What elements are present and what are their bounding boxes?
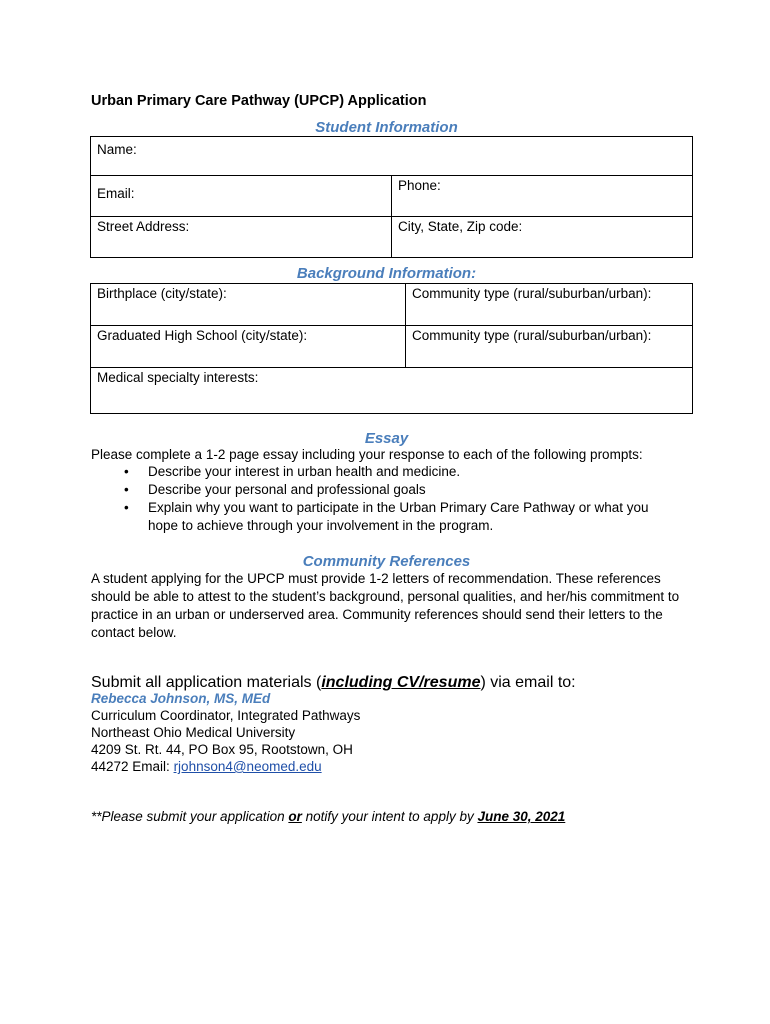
community-references-heading: Community References [302,553,471,570]
contact-name: Rebecca Johnson, MS, MEd [91,691,271,706]
community-type-field-2[interactable] [406,326,693,368]
essay-intro: Please complete a 1-2 page essay including your response to each of the following prompts: [91,447,643,462]
phone-field[interactable] [392,176,693,217]
city-state-zip-label: City, State, Zip code: [398,219,523,234]
name-field[interactable] [91,137,693,176]
birthplace-label: Birthplace (city/state): [97,286,227,301]
contact-email-link[interactable]: rjohnson4@neomed.edu [173,759,322,774]
community-references-body: A student applying for the UPCP must provide 1-2 letters of recommendation. These references should be able to attest to the student’s background, personal qualities, and her/his commitment to practice in an urban or underserved area. Community references should send their letters to the contact below. [91,571,680,640]
medical-specialty-label: Medical specialty interests: [97,370,259,385]
page-title: Urban Primary Care Pathway (UPCP) Application [91,93,427,109]
high-school-label: Graduated High School (city/state): [97,328,308,343]
submit-instructions: Submit all application materials (including CV/resume) via email to: [91,674,576,691]
email-label: Email: [97,186,135,201]
community-type-field-1[interactable] [406,284,693,326]
student-info-table [90,136,693,258]
bullet-icon: • [124,482,129,497]
submit-emphasis: including CV/resume [321,674,481,691]
essay-prompt-item: • Explain why you want to participate in the Urban Primary Care Pathway or what you hope to achieve through your involvement in the program. [124,500,649,533]
student-info-heading: Student Information [315,119,458,136]
background-info-table [90,283,693,414]
street-address-label: Street Address: [97,219,190,234]
community-type-label-1: Community type (rural/suburban/urban): [412,286,652,301]
contact-block [91,690,360,775]
bullet-icon: • [124,464,129,479]
medical-specialty-field[interactable] [91,368,693,414]
background-info-heading: Background Information: [296,265,477,282]
contact-address: 4209 St. Rt. 44, PO Box 95, Rootstown, OH [91,742,353,757]
deadline-date: June 30, 2021 [477,809,566,824]
high-school-field[interactable] [91,326,406,368]
contact-title: Curriculum Coordinator, Integrated Pathways [91,708,361,723]
essay-prompt-list [91,463,681,535]
birthplace-field[interactable] [91,284,406,326]
email-field[interactable] [91,176,392,217]
essay-heading: Essay [364,430,409,447]
phone-label: Phone: [398,178,441,193]
community-type-label-2: Community type (rural/suburban/urban): [412,328,652,343]
essay-prompt-item: • Describe your interest in urban health and medicine. [124,464,461,479]
name-label: Name: [97,142,137,157]
contact-zip-email: 44272 Email: rjohnson4@neomed.edu [91,759,322,774]
deadline-or: or [288,809,302,824]
deadline-note: **Please submit your application or notify your intent to apply by June 30, 2021 [91,809,566,824]
essay-prompt-item: • Describe your personal and professional goals [124,482,426,497]
contact-org: Northeast Ohio Medical University [91,725,296,740]
street-address-field[interactable] [91,217,392,258]
city-state-zip-field[interactable] [392,217,693,258]
bullet-icon: • [124,500,129,515]
